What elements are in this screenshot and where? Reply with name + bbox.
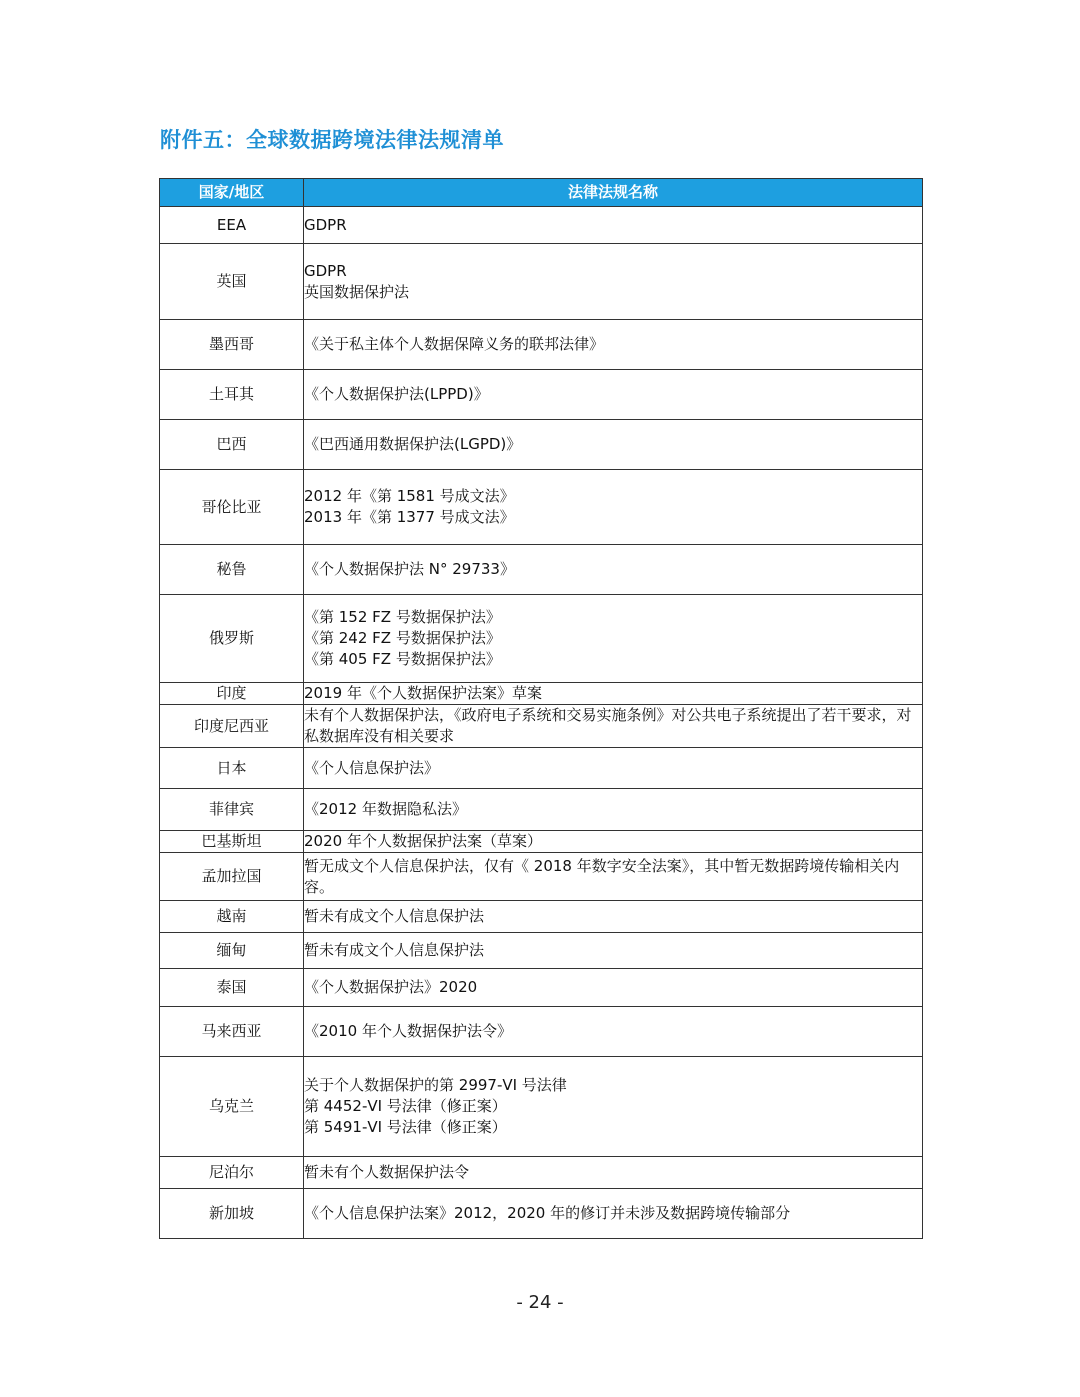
law-name: 《2012 年数据隐私法》: [304, 800, 467, 818]
table-row: [160, 969, 923, 1007]
law-cell: [304, 683, 923, 705]
law-name: 《个人信息保护法》: [304, 758, 440, 777]
table-row: [160, 470, 923, 545]
law-cell: [304, 545, 923, 595]
table-row: [160, 207, 923, 244]
table-row: [160, 1189, 923, 1239]
law-name: 《个人信息保护法案》2012，2020 年的修订并未涉及数据跨境传输部分: [304, 1204, 791, 1222]
law-name: 《个人数据保护法(LPPD)》: [304, 385, 489, 403]
law-cell: [304, 831, 923, 853]
law-cell: [304, 901, 923, 933]
country-cell: 英国: [160, 244, 304, 320]
table-row: [160, 853, 923, 901]
table-row: [160, 1157, 923, 1189]
law-cell: [304, 207, 923, 244]
law-name: 《关于私主体个人数据保障义务的联邦法律》: [304, 335, 605, 353]
table-body: [160, 207, 923, 1239]
law-cell: [304, 1189, 923, 1239]
table-row: [160, 933, 923, 969]
law-cell: [304, 748, 923, 789]
law-name: 2020 年个人数据保护法案（草案）: [304, 832, 542, 850]
law-name: 英国数据保护法: [304, 282, 410, 301]
country-cell: 巴基斯坦: [160, 831, 304, 853]
country-cell: 菲律宾: [160, 789, 304, 831]
law-name: 《第 242 FZ 号数据保护法》: [304, 629, 501, 647]
law-cell: [304, 1007, 923, 1057]
country-cell: 印度: [160, 683, 304, 705]
table-row: [160, 683, 923, 705]
table-row: [160, 244, 923, 320]
law-name: 暂未有成文个人信息保护法: [304, 907, 485, 925]
table-row: [160, 595, 923, 683]
law-name: 《巴西通用数据保护法(LGPD)》: [304, 435, 522, 453]
country-cell: 墨西哥: [160, 320, 304, 370]
law-cell: [304, 789, 923, 831]
column-header-country: 国家/地区: [160, 179, 304, 207]
table-row: [160, 901, 923, 933]
law-name: 暂未有成文个人信息保护法: [304, 941, 485, 959]
country-cell: 越南: [160, 901, 304, 933]
law-cell: [304, 853, 923, 901]
country-cell: 新加坡: [160, 1189, 304, 1239]
country-cell: 印度尼西亚: [160, 705, 304, 748]
table-row: [160, 1007, 923, 1057]
law-name: 《第 152 FZ 号数据保护法》: [304, 608, 501, 626]
law-name: 第 4452-VI 号法律（修正案）: [304, 1097, 507, 1115]
law-cell: [304, 420, 923, 470]
law-name: GDPR: [304, 215, 347, 234]
law-cell: [304, 320, 923, 370]
law-name: 《个人数据保护法》2020: [304, 978, 478, 996]
laws-table: [159, 178, 923, 1239]
law-name: 第 5491-VI 号法律（修正案）: [304, 1118, 507, 1136]
law-name: 《2010 年个人数据保护法令》: [304, 1022, 512, 1040]
column-header-law: 法律法规名称: [304, 179, 923, 207]
table-row: [160, 420, 923, 470]
law-cell: [304, 969, 923, 1007]
law-cell: [304, 370, 923, 420]
law-name: 2013 年《第 1377 号成文法》: [304, 508, 515, 526]
country-cell: 日本: [160, 748, 304, 789]
table-row: [160, 370, 923, 420]
law-name: 《第 405 FZ 号数据保护法》: [304, 650, 501, 668]
table-row: [160, 705, 923, 748]
page-number: - 24 -: [516, 1292, 564, 1313]
country-cell: 土耳其: [160, 370, 304, 420]
law-cell: [304, 1157, 923, 1189]
page-title: 附件五：全球数据跨境法律法规清单: [160, 128, 504, 152]
country-cell: 孟加拉国: [160, 853, 304, 901]
law-name: GDPR: [304, 261, 347, 280]
country-cell: 尼泊尔: [160, 1157, 304, 1189]
law-cell: [304, 705, 923, 748]
law-name: 暂无成文个人信息保护法，仅有《 2018 年数字安全法案》，其中暂无数据跨境传输相关内容。: [304, 856, 900, 896]
country-cell: 缅甸: [160, 933, 304, 969]
law-cell: [304, 470, 923, 545]
table-row: [160, 320, 923, 370]
country-cell: 哥伦比亚: [160, 470, 304, 545]
country-cell: EEA: [160, 207, 304, 244]
country-cell: 马来西亚: [160, 1007, 304, 1057]
table-row: [160, 831, 923, 853]
law-cell: [304, 1057, 923, 1157]
law-name: 2012 年《第 1581 号成文法》: [304, 487, 515, 505]
table-row: [160, 545, 923, 595]
law-cell: [304, 595, 923, 683]
table-row: [160, 748, 923, 789]
law-name: 关于个人数据保护的第 2997-VI 号法律: [304, 1076, 567, 1094]
country-cell: 俄罗斯: [160, 595, 304, 683]
country-cell: 乌克兰: [160, 1057, 304, 1157]
country-cell: 巴西: [160, 420, 304, 470]
law-name: 未有个人数据保护法，《政府电子系统和交易实施条例》对公共电子系统提出了若干要求，对私数据库没有相关要求: [304, 706, 912, 745]
law-name: 暂未有个人数据保护法令: [304, 1163, 470, 1181]
table-header-row: [160, 179, 923, 207]
law-name: 2019 年《个人数据保护法案》草案: [304, 684, 542, 702]
country-cell: 泰国: [160, 969, 304, 1007]
table-row: [160, 1057, 923, 1157]
country-cell: 秘鲁: [160, 545, 304, 595]
law-cell: [304, 933, 923, 969]
table-row: [160, 789, 923, 831]
law-cell: [304, 244, 923, 320]
law-name: 《个人数据保护法 N° 29733》: [304, 560, 515, 578]
